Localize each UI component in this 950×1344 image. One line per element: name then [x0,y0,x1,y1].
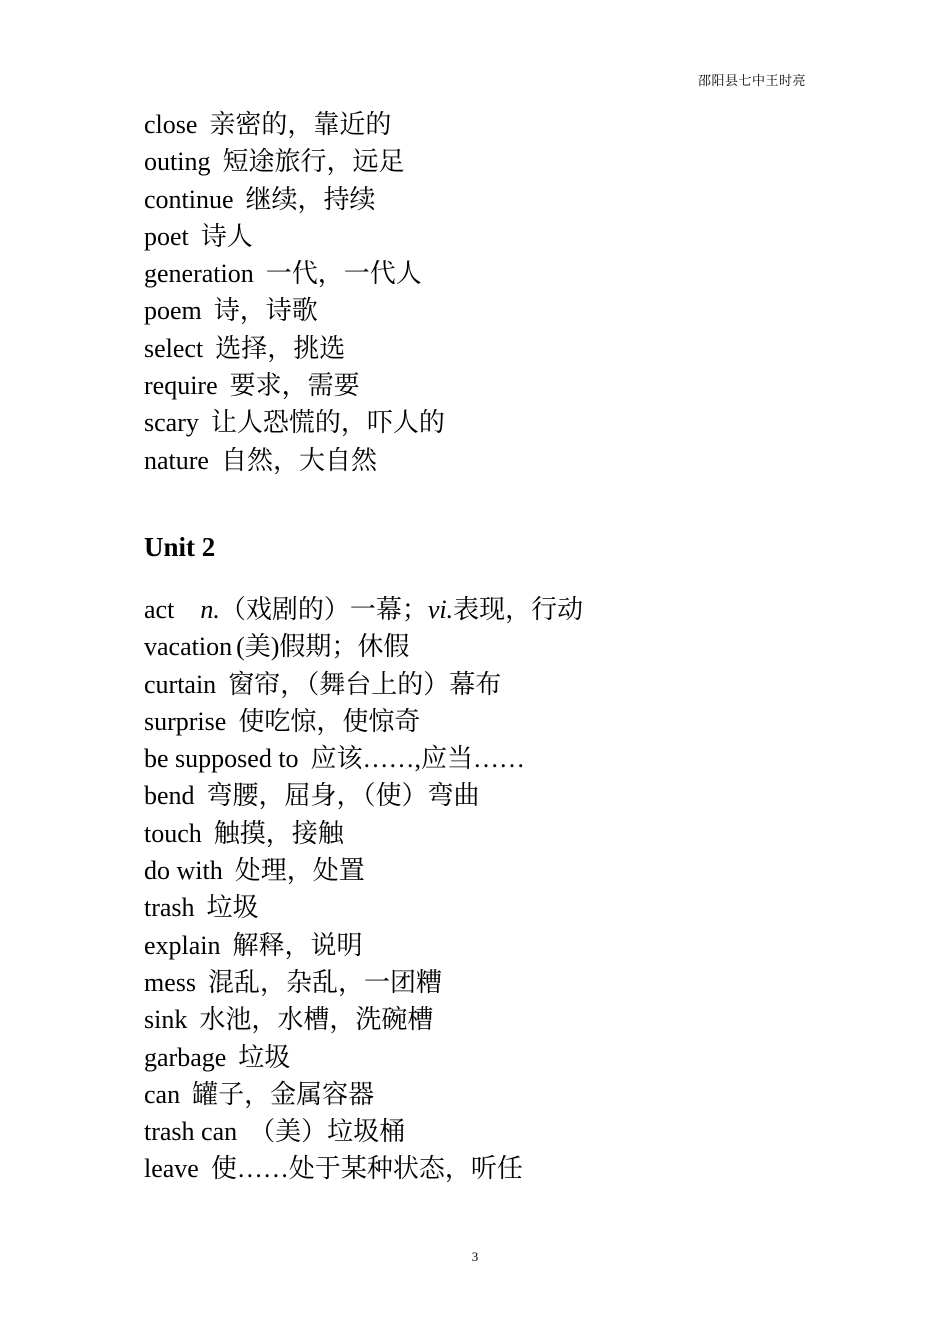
vocab-entry [144,740,824,777]
vocab-word: curtain [144,669,217,699]
vocab-word: act [144,595,175,624]
vocab-entry [144,1150,824,1187]
vocab-entry-act [144,591,824,628]
vocab-word: generation [144,259,254,289]
vocab-entry [144,330,824,367]
vocab-meaning: 垃圾 [238,1042,291,1072]
vocab-meaning: 使……处于某种状态，听任 [210,1154,523,1184]
vocab-meaning: 混乱，杂乱，一团糟 [208,967,443,997]
vocab-word: sink [144,1005,188,1035]
vocab-entry [144,442,824,479]
vocab-entry [144,889,824,926]
page-header-author: 邵阳县七中王时亮 [697,73,806,88]
vocab-entry [144,404,824,441]
vocab-meaning: 触摸，接触 [213,818,344,848]
vocab-entry [144,255,824,292]
vocab-word: do with [144,856,223,886]
vocab-entry [144,106,824,143]
vocab-word: scary [144,408,199,438]
vocab-word: trash can [144,1117,238,1147]
vocab-word: trash [144,893,195,923]
vocab-meaning: 罐子，金属容器 [192,1079,375,1109]
vocab-word: nature [144,445,209,475]
vocab-meaning: （戏剧的）一幕； [219,595,428,624]
vocab-meaning: 处理，处置 [234,856,365,886]
vocab-entry [144,1076,824,1113]
vocab-word: can [144,1079,181,1109]
vocab-meaning: （美）垃圾桶 [249,1117,406,1147]
vocab-word: vacation [144,632,233,662]
vocab-meaning: 窗帘，（舞台上的）幕布 [228,669,502,699]
vocab-entry [144,218,824,255]
vocab-meaning: 一代，一代人 [265,259,422,289]
vocab-entry [144,143,824,180]
vocab-entry [144,777,824,814]
vocab-meaning: 短途旅行，远足 [222,147,405,177]
vocab-meaning: 垃圾 [206,893,259,923]
vocab-meaning: 应该……,应当…… [310,744,526,774]
vocab-entry [144,852,824,889]
vocab-entry [144,367,824,404]
vocab-entry [144,815,824,852]
vocab-word: close [144,110,198,139]
vocab-word: leave [144,1154,199,1184]
vocab-entry [144,1039,824,1076]
vocab-word: mess [144,967,196,997]
vocab-meaning: 水池，水槽，洗碗槽 [199,1005,434,1035]
vocab-meaning: (美)假期；休假 [236,632,410,662]
vocab-word: touch [144,818,202,848]
vocab-entry [144,927,824,964]
unit2-vocabulary-list [144,591,824,1188]
vocab-meaning: 要求，需要 [229,371,360,401]
vocab-word: poem [144,296,202,326]
vocab-meaning: 诗人 [200,221,253,251]
vocab-word: continue [144,184,234,214]
vocab-entry [144,964,824,1001]
vocab-word: poet [144,221,189,251]
vocab-meaning: 表现，行动 [453,595,584,624]
vocab-meaning: 选择，挑选 [215,333,346,363]
vocab-meaning: 让人恐慌的，吓人的 [210,408,445,438]
vocab-entry [144,292,824,329]
vocab-meaning: 诗，诗歌 [213,296,318,326]
vocab-word: surprise [144,706,227,736]
vocab-entry [144,628,824,665]
vocab-word: select [144,333,204,363]
vocab-word: garbage [144,1042,227,1072]
vocab-word: require [144,371,218,401]
vocab-entry [144,1113,824,1150]
part-of-speech-verb: vi. [427,595,454,624]
vocab-meaning: 解释，说明 [232,930,363,960]
vocab-word: explain [144,930,221,960]
vocab-entry [144,1001,824,1038]
vocab-meaning: 自然，大自然 [220,445,377,475]
part-of-speech-noun: n. [200,595,220,624]
unit2-heading: Unit 2 [144,532,216,562]
vocab-entry [144,181,824,218]
vocab-meaning: 使吃惊，使惊奇 [238,706,421,736]
vocab-entry [144,703,824,740]
vocab-entry [144,666,824,703]
vocab-word: outing [144,147,211,177]
vocab-meaning: 继续，持续 [245,184,376,214]
vocab-meaning: 弯腰，屈身，（使）弯曲 [206,781,480,811]
vocab-word: be supposed to [144,744,299,774]
vocab-meaning: 亲密的，靠近的 [209,110,392,139]
unit1-vocabulary-list [144,106,824,479]
vocab-word: bend [144,781,195,811]
page-number: 3 [471,1249,479,1264]
